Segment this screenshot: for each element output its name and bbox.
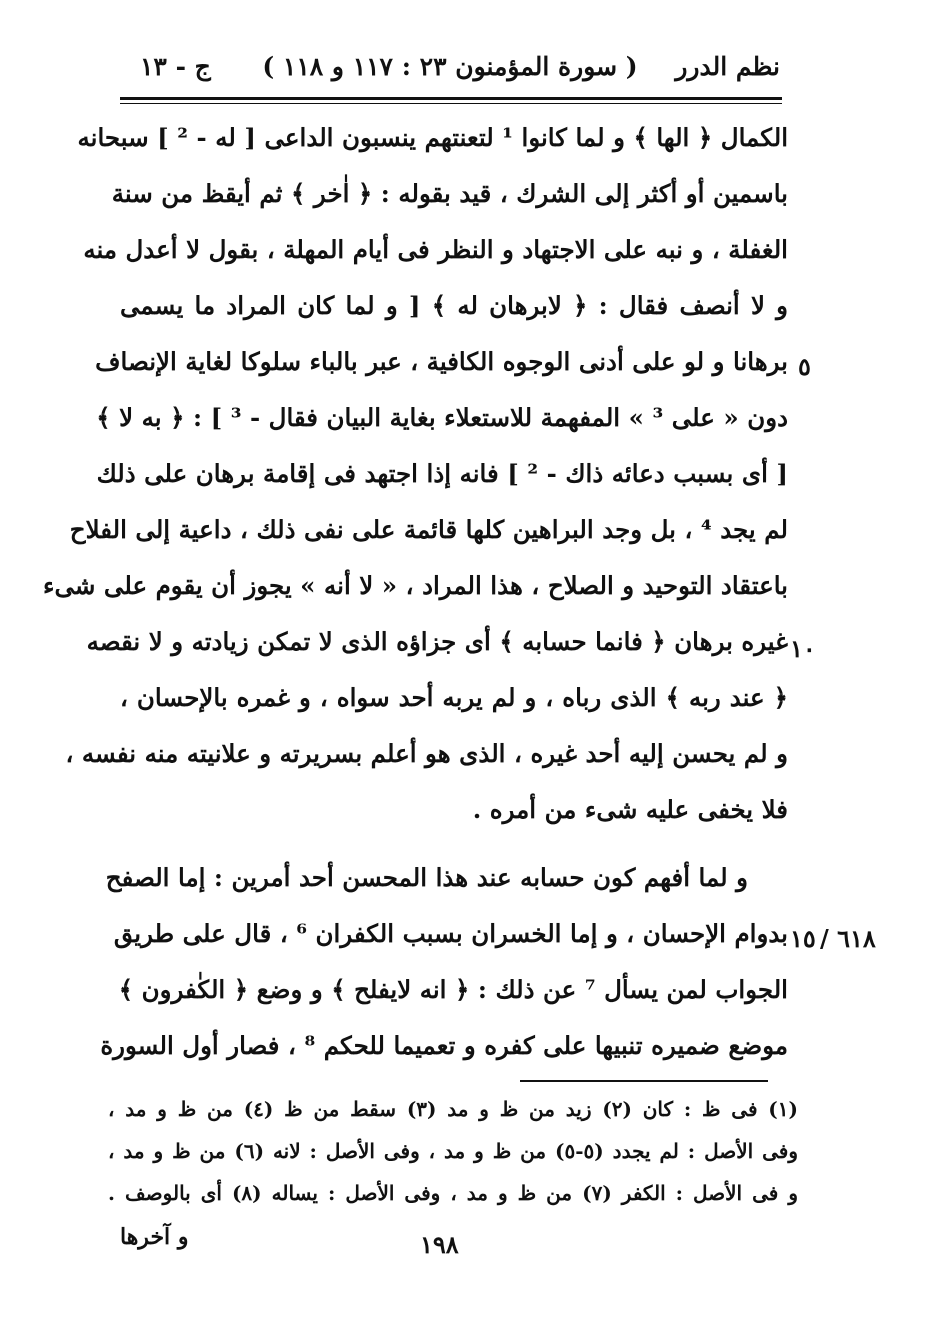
text-line-11: ﴿ عند ربه ﴾ الذى رباه ، و لم يربه أحد سواه ، و غمره بالإحسان ،: [120, 683, 788, 712]
text-line-6: دون « على ³ » المفهمة للاستعلاء بغاية البيان فقال - ³ ] : ﴿ به لا ﴾: [96, 403, 788, 432]
text-line-17: موضع ضميره تنبيها على كفره و تعميما للحكم ⁸ ، فصار أول السورة: [100, 1031, 788, 1060]
text-line-10: غيره برهان ﴿ فانما حسابه ﴾ أى جزاؤه الذى لا تمكن زيادته و لا نقصه: [86, 627, 788, 656]
line-number-15: ١٥: [790, 924, 816, 953]
footnote-line-3: و فى الأصل : الكفر (٧) من ظ و مد ، وفى الأصل : يساله (٨) أى بالوصف .: [108, 1181, 798, 1205]
text-line-9: باعتقاد التوحيد و الصلاح ، هذا المراد ، « لا أنه » يجوز أن يقوم على شىء: [42, 571, 788, 600]
surah-reference: ( سورة المؤمنون ٢٣ : ١١٧ و ١١٨ ): [262, 52, 638, 81]
volume-number: ج - ١٣: [140, 52, 211, 81]
header-rule-thin: [120, 103, 782, 104]
page-number: ١٩٨: [420, 1230, 459, 1259]
text-line-8: لم يجد ⁴ ، بل وجد البراهين كلها قائمة على نفى ذلك ، داعية إلى الفلاح: [69, 515, 788, 544]
text-line-12: و لم يحسن إليه أحد غيره ، الذى هو أعلم بسريرته و علانيته منه نفسه ،: [65, 739, 788, 768]
running-header: [120, 46, 780, 96]
header-rule-thick: [120, 97, 782, 100]
text-line-7: [ أى بسبب دعائه ذاك - ² ] فانه إذا اجتهد فى إقامة برهان على ذلك: [96, 459, 788, 488]
book-title: نظم الدرر: [675, 52, 780, 81]
footnote-line-1: (١) فى ظ : كان (٢) زيد من ظ و مد (٣) سقط من ظ (٤) من ظ و مد ،: [108, 1097, 798, 1121]
text-line-14: و لما أفهم كون حسابه عند هذا المحسن أحد أمرين : إما الصفح: [105, 863, 748, 892]
manuscript-folio-ref: ٦١٨ /: [820, 924, 876, 953]
footnote-line-2: وفى الأصل : لم يجدد (٥-٥) من ظ و مد ، وفى الأصل : لانه (٦) من ظ و مد ،: [108, 1139, 798, 1163]
footnote-rule: [520, 1080, 768, 1082]
text-line-15: بدوام الإحسان ، و إما الخسران بسبب الكفران ⁶ ، قال على طريق: [113, 919, 788, 948]
text-line-16: الجواب لمن يسأل ⁷ عن ذلك : ﴿ انه لايفلح ﴾ و وضع ﴿ الكٰفرون ﴾: [118, 975, 788, 1004]
line-number-5: ٥: [798, 352, 811, 381]
text-line-5: برهانا و لو على أدنى الوجوه الكافية ، عبر بالباء سلوكا لغاية الإنصاف: [95, 347, 788, 376]
line-number-10: ١٠: [790, 634, 816, 663]
catchword: و آخرها: [120, 1224, 189, 1250]
text-line-13: فلا يخفى عليه شىء من أمره .: [472, 795, 788, 824]
text-line-4: و لا أنصف فقال : ﴿ لابرهان له ﴾ [ و لما كان المراد ما يسمى: [120, 291, 788, 320]
text-line-3: الغفلة ، و نبه على الاجتهاد و النظر فى أيام المهلة ، بقول لا أعدل منه: [83, 235, 788, 264]
text-line-2: باسمين أو أكثر إلى الشرك ، قيد بقوله : ﴿ اٰخر ﴾ ثم أيقظ من سنة: [111, 179, 788, 208]
text-line-1: الكمال ﴿ الها ﴾ و لما كانوا ¹ لتعنتهم ينسبون الداعى [ له - ² ] سبحانه: [77, 123, 788, 152]
